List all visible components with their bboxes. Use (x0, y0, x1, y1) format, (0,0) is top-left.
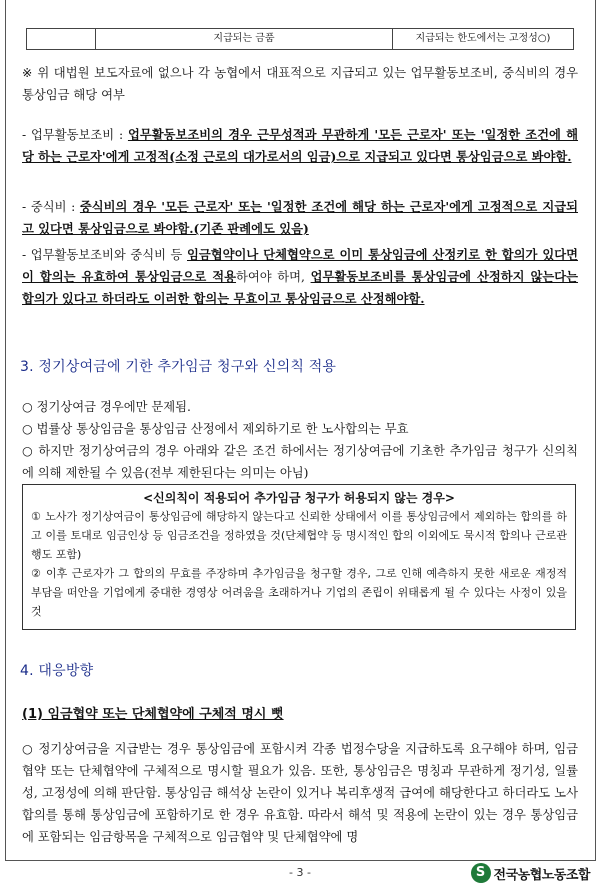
agreement-mid: 하여야 하며, (236, 270, 311, 284)
note-paragraph: ※ 위 대법원 보도자료에 없으나 각 농협에서 대표적으로 지급되고 있는 업무활동보조비, 중식비의 경우 통상임금 해당 여부 (22, 66, 578, 102)
section3-list (22, 396, 578, 484)
meal-allowance-text: 중식비의 경우 '모든 근로자' 또는 '일정한 조건에 해당 하는 근로자'에게 고정적으로 지급되고 있다면 통상임금으로 봐야함.(기존 판례에도 있음) (22, 199, 578, 236)
business-allowance-text: 업무활동보조비의 경우 근무성적과 무관하게 '모든 근로자' 또는 '일정한 조건에 해당 하는 근로자'에게 고정적(소정 근로의 대가로서의 임금)으로 지급되고 있다면 통상임금으로 봐야함. (22, 127, 579, 164)
good-faith-box-item-2: ② 이후 근로자가 그 합의의 무효를 주장하며 추가임금을 청구할 경우, 그로 인해 예측하지 못한 새로운 재정적 부담을 떠안을 기업에게 중대한 경영상 어려움을 초래하거나 기업의 존립이 위태롭게 될 수 있다는 사정이 있을 것 (31, 567, 567, 618)
table-cell-limit: 지급되는 한도에서는 고정성○) (415, 33, 551, 44)
good-faith-box (22, 484, 576, 630)
union-logo (471, 862, 590, 884)
section4-paragraph: ○ 정기상여금을 지급받는 경우 통상임금에 포함시켜 각종 법정수당을 지급하도록 요구해야 하며, 임금협약 또는 단체협약에 구체적으로 명시할 필요가 있음. 또한, 통상임금은 명칭과 무관하게 정기성, 일률성, 고정성에 의해 판단함. 통상임금 해석상 논란이 있거나 복리후생적 급여에 해당한다고 하더라도 노사합의를 통해 통상임금에 포함하기로 한 경우 유효함. 따라서 해석 및 적용에 논란이 있는 경우 통상임금에 포함되는 임금항목을 구체적으로 임금협약 및 단체협약에 명 (22, 742, 578, 844)
union-emblem-icon: S (471, 863, 491, 883)
section3-item-3: ○ 하지만 정기상여금의 경우 아래와 같은 조건 하에서는 정기상여금에 기초한 추가임금 청구가 신의칙에 의해 제한될 수 있음(전부 제한된다는 의미는 아님) (22, 444, 578, 480)
good-faith-box-item-1: ① 노사가 정기상여금이 통상임금에 해당하지 않는다고 신뢰한 상태에서 이를 통상임금에서 제외하는 합의를 하고 이를 토대로 임금인상 등 임금조건을 정하였을 것(단체협약 등 명시적인 합의 이외에도 묵시적 합의나 근로관행도 포함) (31, 510, 567, 561)
business-allowance-prefix: - 업무활동보조비 : (22, 128, 128, 142)
agreement-prefix: - 업무활동보조비와 중식비 등 (22, 248, 187, 262)
section3-heading: 3. 정기상여금에 기한 추가임금 청구와 신의칙 적용 (20, 359, 337, 375)
table-cell-empty (27, 29, 96, 49)
agreement-underline-2: 업무활동보조비를 통상임금에 산정하지 않는다는 합의가 있다고 하더라도 이러한 합의는 무효이고 통상임금으로 산정해야함. (22, 269, 579, 306)
section3-item-1: ○ 정기상여금 경우에만 문제됨. (22, 400, 191, 414)
meal-allowance-prefix: - 중식비 : (22, 200, 80, 214)
good-faith-box-title: <신의칙이 적용되어 추가임금 청구가 허용되지 않는 경우> (143, 491, 455, 505)
union-name: 전국농협노동조합 (493, 867, 590, 883)
section4-heading: 4. 대응방향 (20, 663, 94, 679)
section3-item-2: ○ 법률상 통상임금을 통상임금 산정에서 제외하기로 한 노사합의는 무효 (22, 422, 409, 436)
section4-subheading: (1) 임금협약 또는 단체협약에 구체적 명시 뻣 (22, 707, 284, 722)
summary-table-row (26, 28, 574, 50)
business-allowance-paragraph (22, 124, 578, 168)
agreement-underline-1: 임금협약이나 단체협약으로 이미 통상임금에 산정키로 한 합의가 있다면 이 합의는 유효하여 통상임금으로 적용 (22, 247, 578, 284)
table-cell-payment: 지급되는 금품 (96, 29, 393, 49)
meal-allowance-paragraph (22, 196, 578, 240)
page-number: - 3 - (289, 866, 311, 879)
agreement-paragraph (22, 244, 578, 310)
